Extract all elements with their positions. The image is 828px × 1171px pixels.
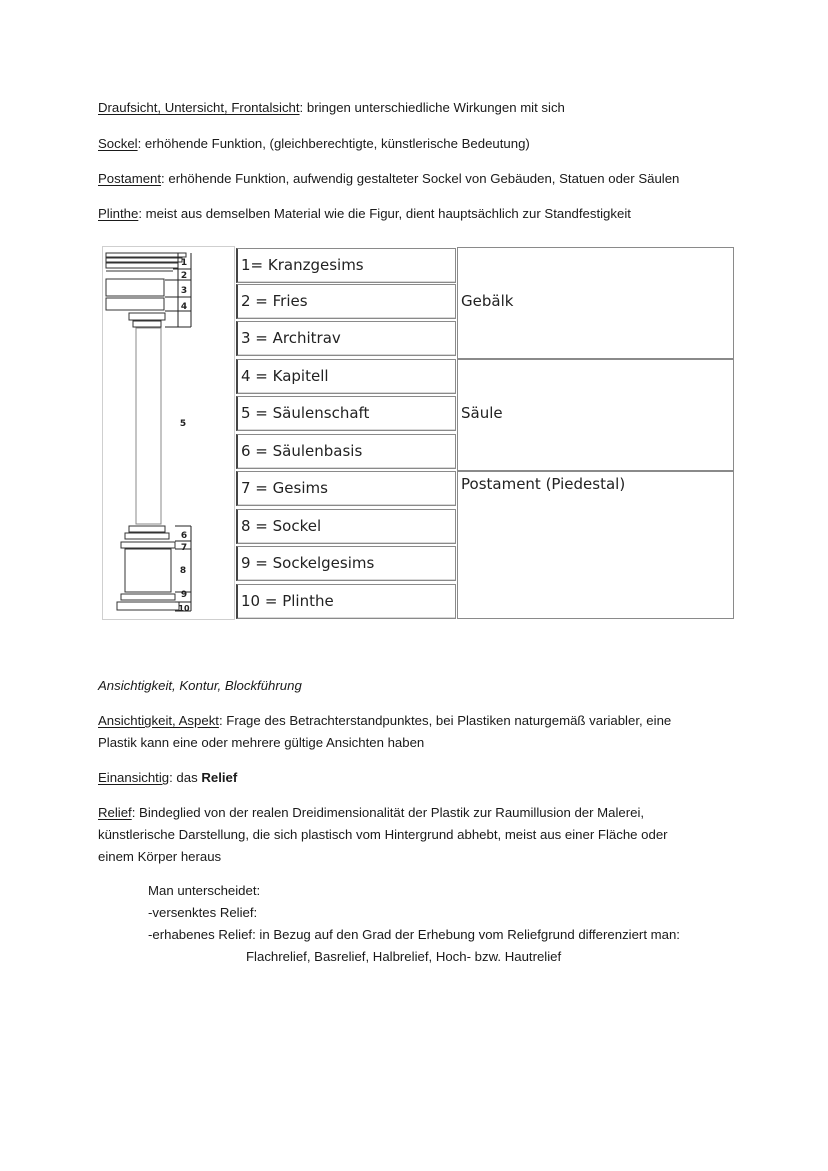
part-number: 8 — [179, 566, 187, 576]
term: Sockel — [98, 136, 138, 151]
definition-perspective — [98, 97, 565, 119]
definition-text: : erhöhende Funktion, (gleichberechtigte, künstlerische Bedeutung) — [137, 136, 530, 151]
term: Postament — [98, 171, 162, 186]
part-cell: 9 = Sockelgesims — [236, 546, 456, 581]
term: Einansichtig — [98, 770, 170, 785]
part-number: 3 — [180, 286, 188, 296]
list-item: -erhabenes Relief: in Bezug auf den Grad der Erhebung vom Reliefgrund differenziert man: — [148, 927, 680, 942]
paragraph-text: Plastik kann eine oder mehrere gültige Ansichten haben — [98, 735, 425, 750]
group-gebaelk: Gebälk — [457, 247, 734, 359]
definition-text: : das — [169, 770, 202, 785]
parts-table — [236, 246, 734, 620]
definition-text: : meist aus demselben Material wie die Figur, dient hauptsächlich zur Standfestigkeit — [138, 206, 631, 221]
paragraph-ansichtigkeit — [98, 710, 738, 754]
definition-sockel — [98, 133, 530, 155]
part-cell: 6 = Säulenbasis — [236, 434, 456, 469]
part-number: 9 — [180, 590, 188, 600]
section-heading: Ansichtigkeit, Kontur, Blockführung — [98, 678, 302, 693]
part-cell: 2 = Fries — [236, 284, 456, 319]
term: Draufsicht, Untersicht, Frontalsicht — [98, 100, 300, 115]
group-saeule: Säule — [457, 359, 734, 471]
definition-plinthe — [98, 203, 631, 225]
part-number: 4 — [180, 302, 188, 312]
part-number: 7 — [180, 543, 188, 553]
group-postament: Postament (Piedestal) — [457, 471, 734, 619]
part-cell: 1= Kranzgesims — [236, 248, 456, 283]
part-number: 6 — [180, 531, 188, 541]
part-cell: 10 = Plinthe — [236, 584, 456, 619]
part-number: 1 — [180, 258, 188, 268]
part-number: 2 — [180, 271, 188, 281]
paragraph-text: : Frage des Betrachterstandpunktes, bei Plastiken naturgemäß variabler, eine — [218, 713, 672, 728]
paragraph-relief — [98, 802, 738, 868]
part-number: 10 — [178, 604, 190, 613]
definition-postament — [98, 168, 679, 190]
term: Plinthe — [98, 206, 139, 221]
list-item: -versenktes Relief: — [148, 905, 258, 920]
definition-text: : bringen unterschiedliche Wirkungen mit sich — [299, 100, 565, 115]
part-cell: 5 = Säulenschaft — [236, 396, 456, 431]
paragraph-text: : Bindeglied von der realen Dreidimensionalität der Plastik zur Raumillusion der Malerei, — [131, 805, 645, 820]
list-item: Flachrelief, Basrelief, Halbrelief, Hoch- bzw. Hautrelief — [246, 949, 562, 964]
part-number: 5 — [179, 419, 187, 429]
column-drawing — [102, 246, 235, 620]
part-cell: 3 = Architrav — [236, 321, 456, 356]
term: Relief — [98, 805, 132, 820]
column-diagram — [102, 246, 734, 620]
part-cell: 4 = Kapitell — [236, 359, 456, 394]
bold-term: Relief — [201, 770, 238, 785]
definition-text: : erhöhende Funktion, aufwendig gestalteter Sockel von Gebäuden, Statuen oder Säulen — [161, 171, 680, 186]
term: Ansichtigkeit, Aspekt — [98, 713, 219, 728]
relief-types-list — [148, 880, 680, 968]
paragraph-text: künstlerische Darstellung, die sich plastisch vom Hintergrund abhebt, meist aus einer Fläche oder — [98, 827, 668, 842]
part-cell: 8 = Sockel — [236, 509, 456, 544]
list-intro: Man unterscheidet: — [148, 883, 261, 898]
paragraph-text: einem Körper heraus — [98, 849, 222, 864]
part-cell: 7 = Gesims — [236, 471, 456, 506]
definition-einansichtig — [98, 767, 237, 789]
